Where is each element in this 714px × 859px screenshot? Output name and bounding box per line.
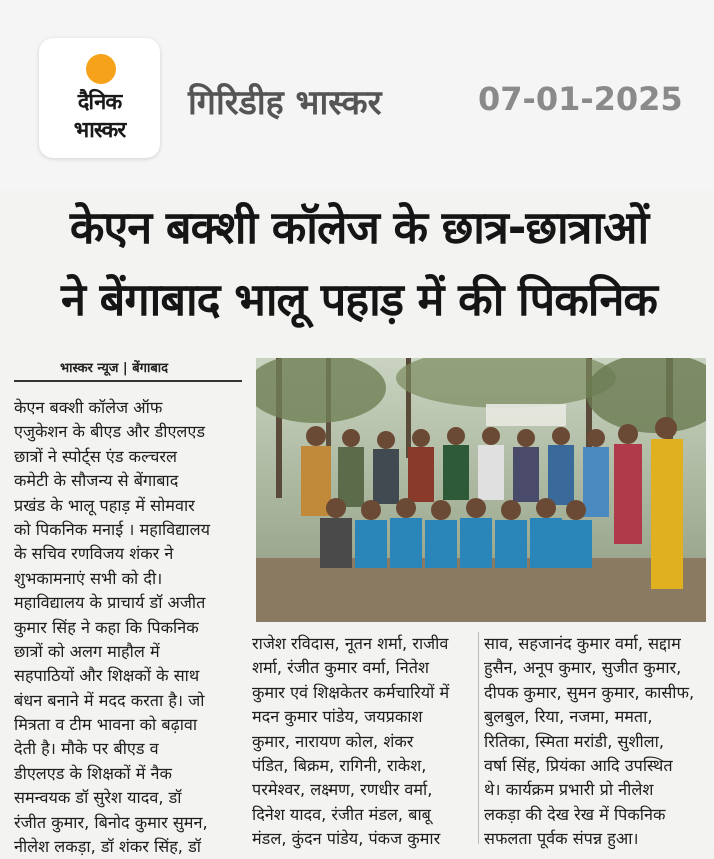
column-2-line: मदन कुमार पांडेय, जयप्रकाश [252, 707, 423, 727]
column-1-line: के सचिव रणविजय शंकर ने [14, 544, 174, 564]
column-1-line: डीएलएड के शिक्षकों में नैक [14, 763, 172, 783]
column-1-line: प्रखंड के भालू पहाड़ में सोमवार [14, 495, 195, 515]
column-2-line: मंडल, कुंदन पांडेय, पंकज कुमार [252, 829, 441, 849]
column-1-line: केएन बक्शी कॉलेज ऑफ [14, 398, 163, 417]
column-1-line: मित्रता व टीम भावना को बढ़ावा [14, 715, 198, 735]
page-header [0, 0, 714, 190]
column-3-line: दीपक कुमार, सुमन कुमार, कासीफ, [484, 682, 695, 702]
column-1-line: एजुकेशन के बीएड और डीएलएड [14, 422, 206, 442]
column-divider [478, 632, 479, 844]
column-1-line: कुमार सिंह ने कहा कि पिकनिक [14, 617, 199, 637]
headline-line-2: ने बेंगाबाद भालू पहाड़ में की पिकनिक [61, 273, 657, 326]
column-1-line: समन्वयक डॉ सुरेश यादव, डॉ [14, 788, 182, 808]
column-2-line: राजेश रविदास, नूतन शर्मा, राजीव [252, 634, 449, 653]
column-2-line: दिनेश यादव, रंजीत मंडल, बाबू [252, 804, 431, 824]
column-3-line: थे। कार्यक्रम प्रभारी प्रो नीलेश [484, 780, 654, 800]
byline: भास्कर न्यूज | बेंगाबाद [60, 361, 169, 376]
column-1-line: रंजीत कुमार, बिनोद कुमार सुमन, [14, 812, 208, 832]
column-2-line: शर्मा, रंजीत कुमार वर्मा, नितेश [252, 658, 430, 678]
column-1-line: महाविद्यालय के प्राचार्य डॉ अजीत [14, 593, 206, 613]
column-2-line: कुमार एवं शिक्षकेतर कर्मचारियों में [252, 682, 450, 702]
column-3-line: सफलता पूर्वक संपन्न हुआ। [484, 829, 639, 849]
group-photo-illustration [256, 358, 706, 622]
column-2-line: परमेश्वर, लक्ष्मण, रणधीर वर्मा, [252, 780, 433, 800]
column-3-line: साव, सहजानंद कुमार वर्मा, सद्दाम [484, 634, 681, 653]
column-1-line: कमेटी के सौजन्य से बेंगाबाद [14, 471, 179, 491]
article-column-2 [252, 632, 474, 852]
edition-date: 07-01-2025 [478, 80, 683, 118]
byline-rule [14, 380, 242, 382]
article-column-3 [484, 632, 706, 852]
article-column-1 [14, 396, 242, 859]
logo-text-line1: दैनिक [77, 90, 122, 115]
column-2-line: कुमार, नारायण कोल, शंकर [252, 731, 414, 751]
column-3-line: वर्षा सिंह, प्रियंका आदि उपस्थित [484, 755, 673, 775]
column-3-line: लकड़ा की देख रेख में पिकनिक [484, 804, 666, 824]
sun-icon [86, 54, 116, 84]
column-1-line: शुभकामनाएं सभी को दी। [14, 568, 163, 588]
column-3-line: बुलबुल, रिया, नजमा, ममता, [484, 707, 653, 727]
column-1-line: देती है। मौके पर बीएड व [14, 739, 159, 759]
column-1-line: छात्रों ने स्पोर्ट्स एंड कल्चरल [14, 446, 178, 466]
column-1-line: को पिकनिक मनाई । महाविद्यालय [14, 519, 210, 539]
group-photo [256, 358, 706, 622]
column-2-line: पंडित, बिक्रम, रागिनी, राकेश, [252, 755, 427, 775]
edition-name: गिरिडीह भास्कर [188, 83, 382, 123]
column-1-line: सहपाठियों और शिक्षकों के साथ [14, 666, 200, 686]
column-1-line: नीलेश लकड़ा, डॉ शंकर सिंह, डॉ [14, 837, 201, 857]
column-3-line: हुसैन, अनूप कुमार, सुजीत कुमार, [484, 658, 682, 678]
headline-line-1: केएन बक्शी कॉलेज के छात्र-छात्राओं [69, 201, 649, 254]
column-1-line: छात्रों को अलग माहौल में [14, 641, 160, 661]
dainik-bhaskar-logo [39, 38, 160, 158]
logo-text-line2: भास्कर [73, 118, 126, 143]
column-1-line: बंधन बनाने में मदद करता है। जो [14, 690, 205, 710]
column-3-line: रितिका, स्मिता मरांडी, सुशीला, [484, 731, 664, 751]
